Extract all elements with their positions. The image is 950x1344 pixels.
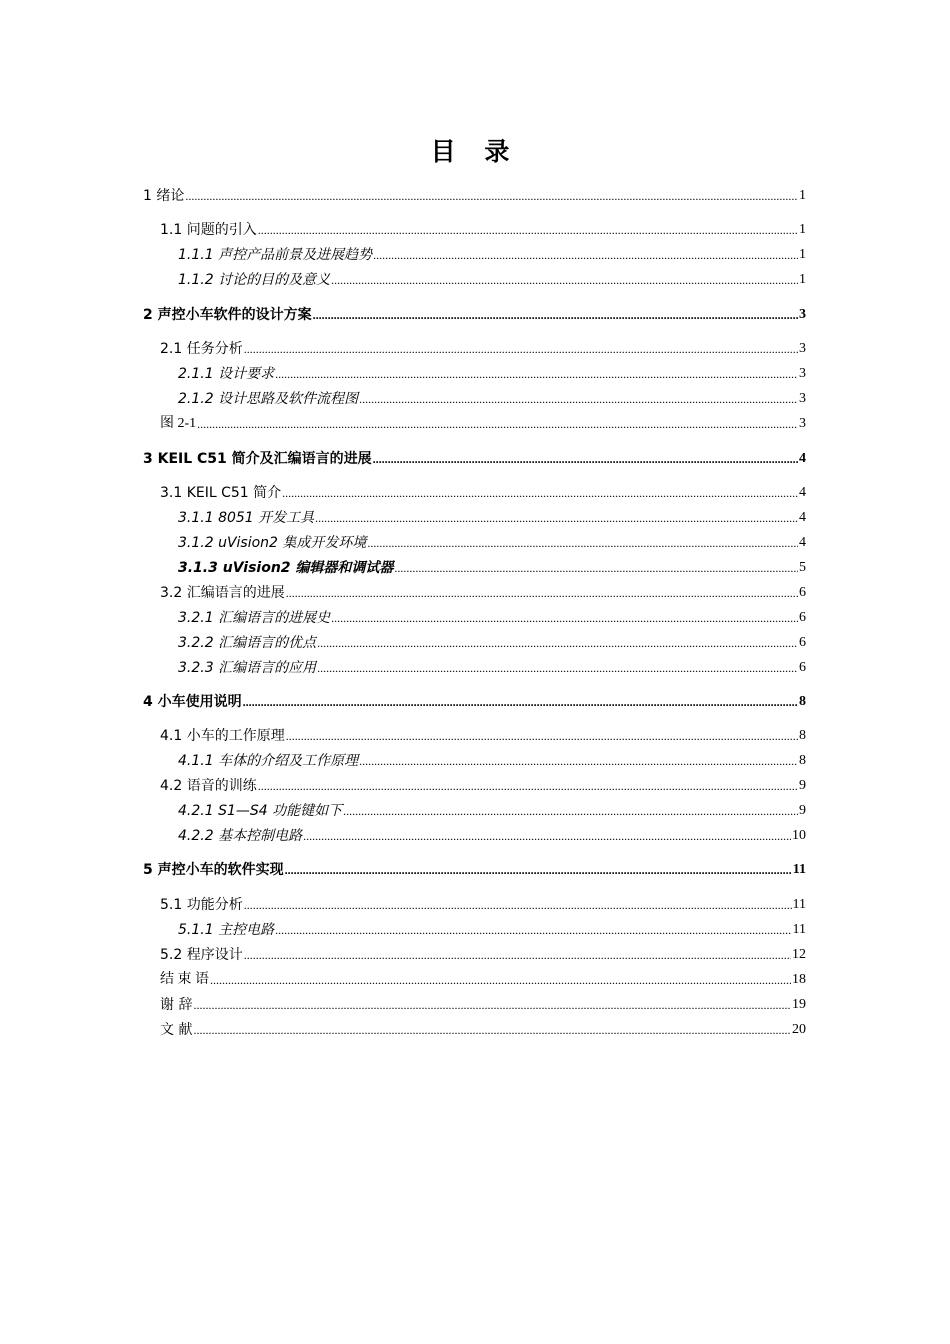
toc-entry-text: 2.1 任务分析 <box>160 341 243 357</box>
toc-entry[interactable] <box>178 509 806 527</box>
toc-entry-text: 结 束 语 <box>160 972 209 987</box>
toc-leader <box>373 450 798 468</box>
toc-leader <box>275 921 791 939</box>
toc-leader <box>303 827 791 845</box>
toc-entry-text: 3.1 KEIL C51 简介 <box>160 485 282 501</box>
toc-page-number: 4 <box>799 451 806 466</box>
toc-entry-text: 1.1.1 声控产品前景及进展趋势 <box>178 247 373 263</box>
toc-entry[interactable] <box>143 306 806 324</box>
toc-page-number: 4 <box>799 535 806 550</box>
toc-entry-text: 4.2 语音的训练 <box>160 778 257 794</box>
toc-entry-text: 1.1 问题的引入 <box>160 222 257 238</box>
toc-entry-text: 1 绪论 <box>143 188 185 204</box>
toc-entry-text: 图 2-1 <box>160 416 197 431</box>
toc-entry[interactable] <box>178 802 806 820</box>
toc-leader <box>258 221 798 239</box>
toc-page-number: 4 <box>799 485 806 500</box>
toc-page-number: 20 <box>792 1022 806 1037</box>
toc-title: 目 录 <box>430 137 520 166</box>
toc-entry-text: 3.1.1 8051 开发工具 <box>178 510 315 526</box>
toc-entry[interactable] <box>160 971 806 989</box>
toc-page-number: 8 <box>799 694 806 709</box>
toc-leader <box>359 390 798 408</box>
toc-page-number: 5 <box>799 560 806 575</box>
toc-page-number: 1 <box>799 272 806 287</box>
toc-page-number: 3 <box>799 307 806 322</box>
toc-entry-text: 文 献 <box>160 1022 193 1038</box>
toc-entry[interactable] <box>178 921 806 939</box>
toc-entry-text: 5.2 程序设计 <box>160 947 243 963</box>
toc-entry-text: 3 KEIL C51 简介及汇编语言的进展 <box>143 451 372 467</box>
toc-entry[interactable] <box>160 777 806 795</box>
toc-entry-text: 4.2.2 基本控制电路 <box>178 828 303 844</box>
toc-leader <box>285 861 792 879</box>
toc-entry[interactable] <box>160 946 806 964</box>
toc-entry[interactable] <box>178 246 806 264</box>
toc-leader <box>258 777 798 795</box>
toc-entry[interactable] <box>178 559 806 577</box>
toc-entry-text: 3.1.2 uVision2 集成开发环境 <box>178 535 367 551</box>
toc-leader <box>244 946 791 964</box>
toc-page-number: 6 <box>799 610 806 625</box>
toc-entry-text: 3.1.3 uVision2 编辑器和调试器 <box>178 560 394 576</box>
toc-entry-text: 3.2 汇编语言的进展 <box>160 585 285 601</box>
toc-leader <box>317 634 798 652</box>
toc-entry-text: 5 声控小车的软件实现 <box>143 862 284 878</box>
toc-entry[interactable] <box>160 896 806 914</box>
toc-page-number: 11 <box>792 922 806 937</box>
toc-page-number: 8 <box>799 728 806 743</box>
toc-entry-text: 5.1 功能分析 <box>160 897 243 913</box>
toc-entry-text: 2 声控小车软件的设计方案 <box>143 307 312 323</box>
toc-entry-text: 2.1.1 设计要求 <box>178 366 275 382</box>
toc-entry-text: 谢 辞 <box>160 997 193 1013</box>
toc-leader <box>315 509 798 527</box>
toc-entry[interactable] <box>178 609 806 627</box>
toc-entry[interactable] <box>178 659 806 677</box>
toc-entry-text: 2.1.2 设计思路及软件流程图 <box>178 391 359 407</box>
toc-leader <box>313 306 798 324</box>
toc-leader <box>331 271 798 289</box>
toc-entry[interactable] <box>178 752 806 770</box>
toc-entry[interactable] <box>160 221 806 239</box>
toc-entry[interactable] <box>143 187 806 205</box>
toc-entry[interactable] <box>178 827 806 845</box>
toc-leader <box>286 727 798 745</box>
toc-entry-text: 3.2.3 汇编语言的应用 <box>178 660 317 676</box>
toc-leader <box>275 365 798 383</box>
toc-page-number: 1 <box>799 188 806 203</box>
toc-leader <box>243 693 798 711</box>
toc-page-number: 3 <box>799 391 806 406</box>
toc-leader <box>244 896 792 914</box>
toc-page-number: 3 <box>799 416 806 431</box>
toc-page-number: 3 <box>799 366 806 381</box>
toc-leader <box>193 1021 791 1039</box>
toc-leader <box>373 246 798 264</box>
toc-page-number: 12 <box>792 947 806 962</box>
toc-page-number: 11 <box>792 897 806 912</box>
toc-leader <box>343 802 798 820</box>
toc-entry[interactable] <box>160 484 806 502</box>
toc-entry[interactable] <box>178 534 806 552</box>
toc-entry-text: 4 小车使用说明 <box>143 694 242 710</box>
toc-entry[interactable] <box>160 415 806 433</box>
toc-entry[interactable] <box>160 340 806 358</box>
toc-page-number: 6 <box>799 585 806 600</box>
toc-leader <box>367 534 798 552</box>
toc-entry-text: 3.2.2 汇编语言的优点 <box>178 635 317 651</box>
toc-entry-text: 5.1.1 主控电路 <box>178 922 275 938</box>
toc-entry[interactable] <box>160 1021 806 1039</box>
toc-entry[interactable] <box>178 390 806 408</box>
toc-entry-text: 4.1.1 车体的介绍及工作原理 <box>178 753 359 769</box>
toc-entry-text: 4.1 小车的工作原理 <box>160 728 285 744</box>
toc-leader <box>331 609 798 627</box>
toc-entry[interactable] <box>178 271 806 289</box>
toc-entry[interactable] <box>160 996 806 1014</box>
toc-leader <box>244 340 798 358</box>
toc-page-number: 6 <box>799 660 806 675</box>
toc-entry[interactable] <box>143 693 806 711</box>
toc-page-number: 1 <box>799 247 806 262</box>
toc-leader <box>359 752 798 770</box>
toc-page-number: 11 <box>792 862 806 877</box>
toc-entry-text: 4.2.1 S1—S4 功能键如下 <box>178 803 343 819</box>
toc-page-number: 4 <box>799 510 806 525</box>
toc-leader <box>282 484 798 502</box>
toc-page-number: 19 <box>792 997 806 1012</box>
toc-entry[interactable] <box>178 365 806 383</box>
toc-page-number: 3 <box>799 341 806 356</box>
toc-leader <box>317 659 798 677</box>
toc-page-number: 1 <box>799 222 806 237</box>
toc-entry[interactable] <box>143 861 806 879</box>
toc-leader <box>197 415 798 433</box>
toc-entry[interactable] <box>143 450 806 468</box>
toc-entry-text: 3.2.1 汇编语言的进展史 <box>178 610 331 626</box>
toc-page-number: 10 <box>792 828 806 843</box>
toc-leader <box>193 996 791 1014</box>
toc-leader <box>286 584 798 602</box>
toc-entry[interactable] <box>160 584 806 602</box>
toc-entry[interactable] <box>178 634 806 652</box>
toc-page-number: 9 <box>799 803 806 818</box>
toc-page-number: 18 <box>792 972 806 987</box>
toc-page-number: 8 <box>799 753 806 768</box>
toc-page-number: 9 <box>799 778 806 793</box>
toc-leader <box>210 971 791 989</box>
toc-entry[interactable] <box>160 727 806 745</box>
toc-entry-text: 1.1.2 讨论的目的及意义 <box>178 272 331 288</box>
toc-page-number: 6 <box>799 635 806 650</box>
toc-leader <box>394 559 798 577</box>
toc-leader <box>185 187 798 205</box>
